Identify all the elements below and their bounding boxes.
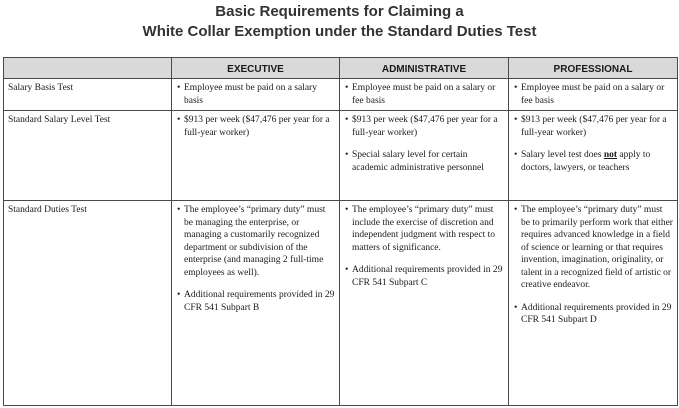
list-item: • Employee must be paid on a salary basis [176,82,335,107]
list-item: • $913 per week ($47,476 per year for a full-year worker) [344,114,504,139]
cell-administrative [340,201,509,406]
table-row-salary-basis [4,79,678,111]
list-item: • The employee’s “primary duty” must be managing the enterprise, or managing a customarily recognized department or subdivision of the enterprise (and managing 2 full-time employees as well). [176,204,335,279]
header-cell-blank [4,58,172,79]
list-item-text: apply to doctors, lawyers, or teachers [521,150,651,173]
header-cell-executive: EXECUTIVE [172,58,340,79]
cell-executive [172,111,340,201]
cell-administrative [340,111,509,201]
list-item: • Additional requirements provided in 29 CFR 541 Subpart D [513,302,673,327]
list-item: • The employee’s “primary duty” must include the exercise of discretion and independent judgment with respect to matters of significance. [344,204,504,254]
list-item: • Employee must be paid on a salary or fee basis [344,82,504,107]
list-item: • Additional requirements provided in 29 CFR 541 Subpart B [176,289,335,314]
cell-executive [172,79,340,111]
table-row-salary-level [4,111,678,201]
cell-professional [509,111,678,201]
page-title [0,2,679,42]
header-row [4,58,678,79]
header-cell-professional: PROFESSIONAL [509,58,678,79]
list-item: • $913 per week ($47,476 per year for a full-year worker) [176,114,335,139]
list-item: • $913 per week ($47,476 per year for a full-year worker) [513,114,673,139]
list-item: • The employee’s “primary duty” must be to primarily perform work that either requires advanced knowledge in a field of science or learning or that requires invention, imagination, originality, or talent in a recognized field of artistic or creative endeavor. [513,204,673,292]
list-item-text: Salary level test does [521,150,604,160]
list-item: • Special salary level for certain academic administrative personnel [344,149,504,174]
table-row-duties [4,201,678,406]
emphasis-not: not [603,150,618,160]
header-cell-administrative: ADMINISTRATIVE [340,58,509,79]
list-item: • Additional requirements provided in 29 CFR 541 Subpart C [344,264,504,289]
cell-professional [509,201,678,406]
cell-administrative [340,79,509,111]
row-label: Standard Duties Test [4,201,172,406]
cell-executive [172,201,340,406]
cell-professional [509,79,678,111]
row-label: Standard Salary Level Test [4,111,172,201]
row-label: Salary Basis Test [4,79,172,111]
title-line-1: Basic Requirements for Claiming a [215,3,464,20]
list-item [513,149,673,174]
requirements-table [3,57,678,406]
list-item: • Employee must be paid on a salary or fee basis [513,82,673,107]
title-line-2: White Collar Exemption under the Standard Duties Test [142,23,537,40]
